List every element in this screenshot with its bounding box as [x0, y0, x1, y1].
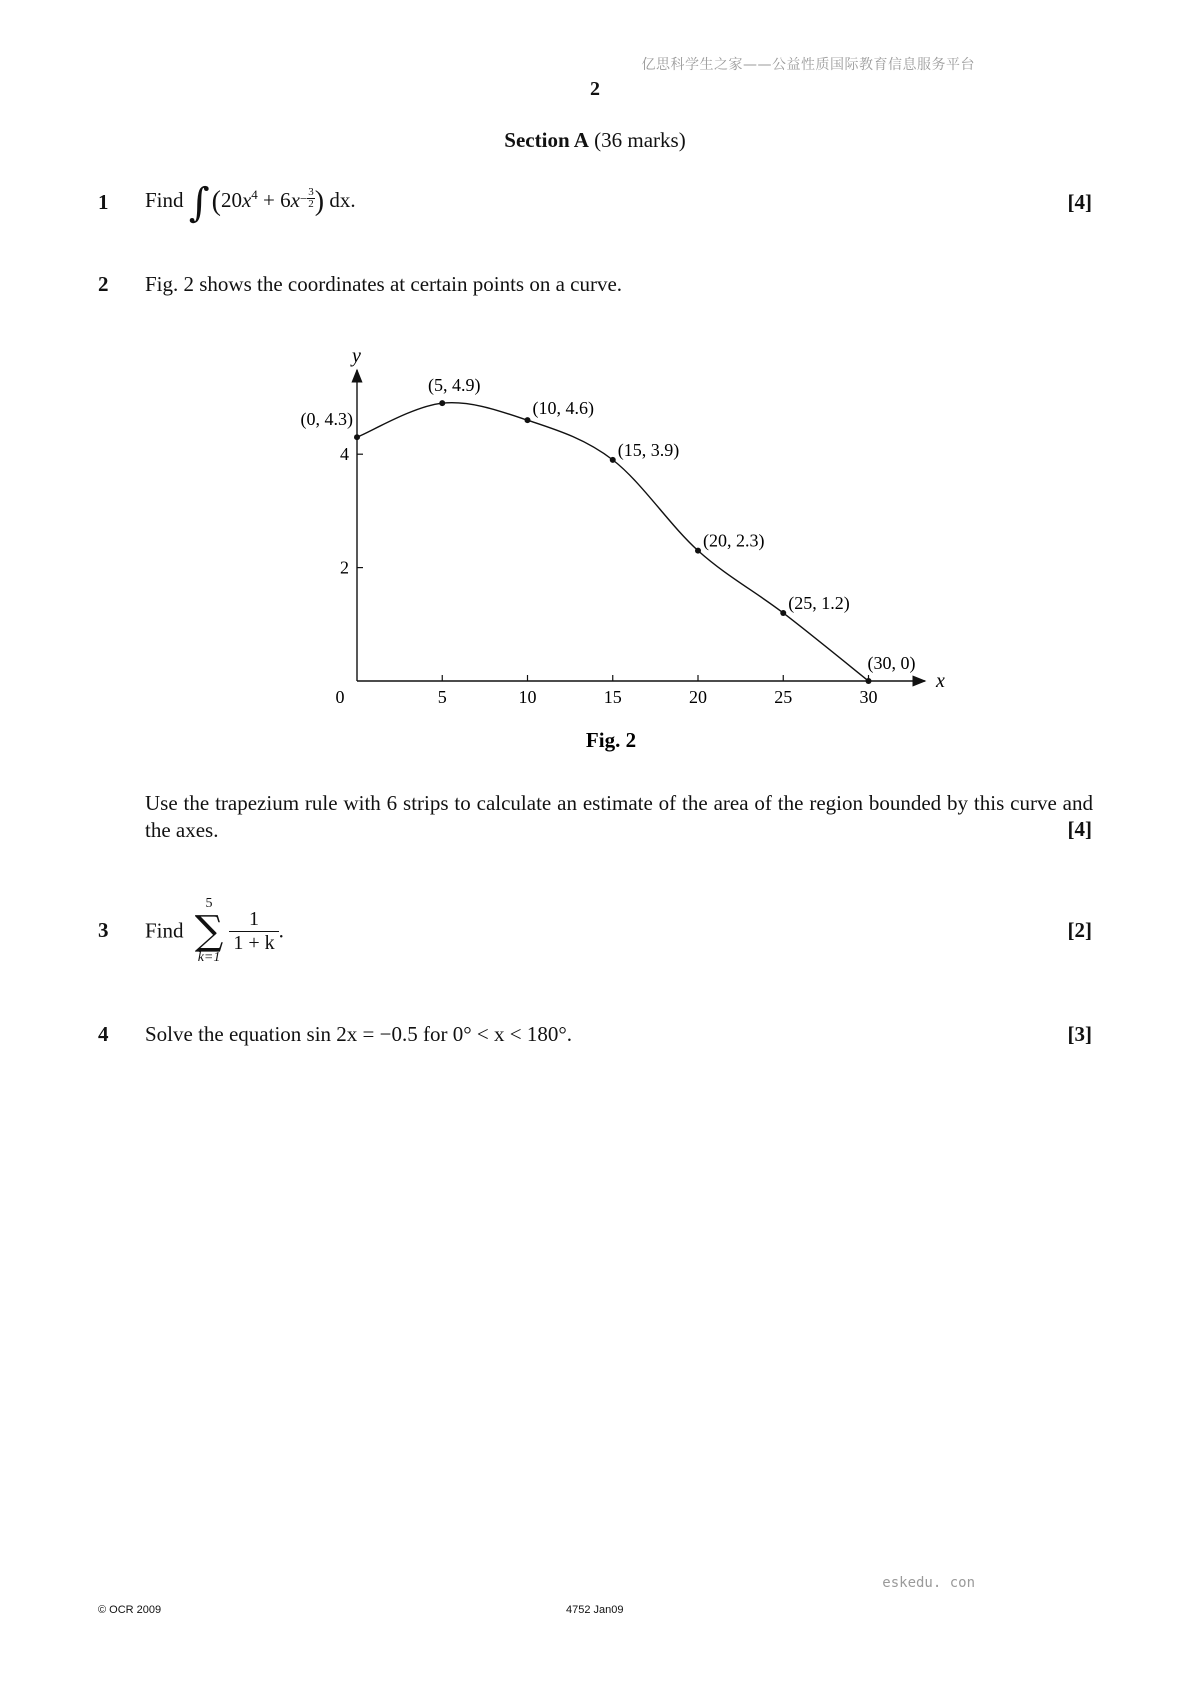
x-tick-label: 15 — [603, 687, 622, 707]
figure-caption: Fig. 2 — [585, 728, 637, 752]
q1-exp-sign: − — [299, 190, 308, 206]
x-axis-label: x — [936, 670, 945, 692]
footer-paper-code: 4752 Jan09 — [566, 1604, 624, 1616]
question-4-marks: [3] — [1067, 1022, 1092, 1046]
question-2-number: 2 — [98, 272, 109, 296]
x-tick-label: 5 — [437, 687, 447, 707]
q1-coef2: 6 — [280, 188, 291, 212]
data-point-label: (15, 3.9) — [617, 439, 680, 460]
watermark-text: 亿思科学生之家——公益性质国际教育信息服务平台 — [641, 57, 975, 73]
data-point — [866, 678, 872, 684]
integral-sign: ∫ — [188, 180, 210, 226]
x-tick-label: 30 — [859, 687, 878, 707]
data-point — [439, 400, 445, 406]
q3-prefix: Find — [145, 918, 184, 943]
data-point — [354, 434, 360, 440]
question-3-number: 3 — [98, 918, 109, 942]
data-point — [610, 457, 616, 463]
question-3-marks: [2] — [1067, 918, 1092, 942]
site-watermark: eskedu. con — [882, 1575, 975, 1591]
question-1-marks: [4] — [1067, 190, 1092, 214]
data-point — [695, 548, 701, 554]
data-point-label: (10, 4.6) — [532, 398, 594, 419]
section-marks: (36 marks) — [588, 128, 686, 152]
q3-suffix: . — [278, 918, 284, 943]
sigma-icon: ∑ — [194, 908, 224, 954]
data-point-label: (20, 2.3) — [703, 530, 765, 551]
data-point — [780, 610, 786, 616]
section-title: Section A — [504, 128, 589, 152]
q1-coef1: 20 — [220, 188, 242, 212]
q1-prefix: Find — [145, 188, 184, 212]
y-tick-label: 2 — [340, 557, 349, 578]
y-tick-label: 4 — [340, 444, 349, 465]
question-2-marks: [4] — [1067, 817, 1092, 841]
left-paren: ( — [211, 186, 221, 217]
q3-numerator: 1 — [229, 908, 278, 932]
origin-label: 0 — [335, 687, 345, 707]
q3-denominator: 1 + k — [233, 931, 275, 954]
q1-suffix: dx. — [324, 188, 356, 212]
q1-exp-num: 3 — [308, 185, 314, 198]
data-point-label: (25, 1.2) — [788, 592, 850, 613]
question-2-intro: Fig. 2 shows the coordinates at certain points on a curve. — [145, 272, 623, 296]
x-tick-label: 10 — [518, 687, 537, 707]
data-point-label: (5, 4.9) — [428, 375, 481, 396]
q3-fraction — [229, 908, 278, 955]
q1-plus: + — [257, 188, 281, 212]
q1-var-1: x — [241, 188, 252, 212]
right-paren: ) — [314, 186, 325, 217]
question-3-text — [145, 896, 284, 966]
x-tick-label: 20 — [689, 687, 707, 707]
footer-copyright: © OCR 2009 — [98, 1604, 162, 1616]
q1-exp-den: 2 — [308, 197, 314, 210]
question-4-number: 4 — [98, 1022, 109, 1046]
q2-body-text: Use the trapezium rule with 6 strips to calculate an estimate of the area of the region bounded by this curve and the axes. — [145, 791, 1093, 842]
data-point — [525, 417, 531, 423]
page-number: 2 — [590, 78, 600, 100]
data-point-label: (0, 4.3) — [300, 409, 353, 430]
x-tick-label: 25 — [774, 687, 793, 707]
sum-upper-limit: 5 — [205, 896, 213, 911]
question-1-number: 1 — [98, 190, 109, 214]
question-4-text: Solve the equation sin 2x = −0.5 for 0° < x < 180°. — [145, 1022, 572, 1046]
sum-lower-limit: k=1 — [197, 950, 221, 965]
data-point-label: (30, 0) — [867, 653, 916, 673]
q1-exp1: 4 — [251, 187, 258, 202]
q1-var-2: x — [290, 188, 300, 212]
curve-line — [357, 403, 869, 681]
sigma-sum — [195, 896, 224, 966]
y-axis-label: y — [352, 345, 361, 367]
question-2-body — [145, 790, 1093, 844]
